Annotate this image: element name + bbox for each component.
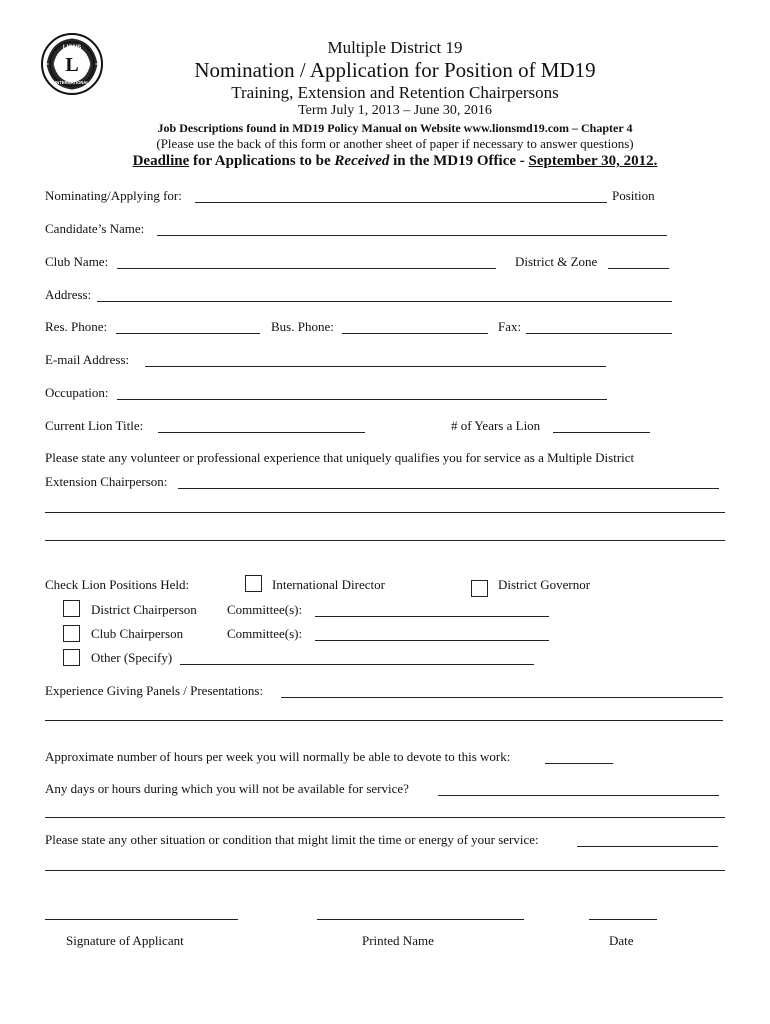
club-committees-label: Committee(s): xyxy=(227,626,303,641)
phone-row xyxy=(45,319,725,339)
signature-line[interactable] xyxy=(45,919,238,920)
address-row xyxy=(45,287,725,307)
bus-phone-label: Bus. Phone: xyxy=(271,319,334,334)
years-lion-label: # of Years a Lion xyxy=(451,418,541,433)
unavailable-field[interactable] xyxy=(438,795,719,796)
logo-letter: L xyxy=(65,54,79,76)
deadline-office: in the MD19 Office - xyxy=(389,153,529,169)
candidate-label: Candidate’s Name: xyxy=(45,221,145,236)
hours-label: Approximate number of hours per week you will normally be able to devote to this work: xyxy=(45,749,511,764)
extension-chair-label: Extension Chairperson: xyxy=(45,474,168,489)
deadline-mid: for Applications to be xyxy=(189,153,335,169)
res-phone-label: Res. Phone: xyxy=(45,319,108,334)
occupation-field[interactable] xyxy=(117,399,607,400)
date-label: Date xyxy=(609,933,634,948)
panels-field[interactable] xyxy=(281,697,723,698)
email-label: E-mail Address: xyxy=(45,352,130,367)
panels-line-2[interactable] xyxy=(45,720,723,721)
district-zone-field[interactable] xyxy=(608,268,669,269)
district-chair-row xyxy=(45,602,725,622)
experience-line-1[interactable] xyxy=(45,512,725,513)
positions-heading: Check Lion Positions Held: xyxy=(45,577,190,592)
club-chair-label: Club Chairperson xyxy=(91,626,184,641)
other-situation-line-2[interactable] xyxy=(45,870,725,871)
nominating-field[interactable] xyxy=(195,202,607,203)
deadline-date: September 30, 2012. xyxy=(528,153,658,169)
form-title: Nomination / Application for Position of MD19 xyxy=(194,58,596,82)
form-subtitle: Training, Extension and Retention Chairpersons xyxy=(231,83,559,102)
unavailable-row xyxy=(45,781,725,801)
date-line[interactable] xyxy=(589,919,657,920)
other-situation-row xyxy=(45,832,725,852)
extension-chair-field[interactable] xyxy=(178,488,719,489)
district-chair-label: District Chairperson xyxy=(91,602,197,617)
deadline-notice xyxy=(10,153,770,170)
fax-field[interactable] xyxy=(526,333,672,334)
email-field[interactable] xyxy=(145,366,606,367)
club-committees-field[interactable] xyxy=(315,640,549,641)
email-row xyxy=(45,352,725,372)
other-label: Other (Specify) xyxy=(91,650,173,665)
address-label: Address: xyxy=(45,287,92,302)
experience-prompt: Please state any volunteer or professional experience that uniquely qualifies you for service as a Multiple District xyxy=(45,450,635,465)
other-row xyxy=(45,650,725,670)
logo-bottom-text: INTERNATIONAL xyxy=(55,80,89,85)
candidate-name-field[interactable] xyxy=(157,235,667,236)
district-governor-label: District Governor xyxy=(498,577,591,592)
district-governor-checkbox[interactable] xyxy=(471,580,488,597)
address-field[interactable] xyxy=(97,301,672,302)
logo-top-text: LIONS xyxy=(62,45,82,51)
club-name-field[interactable] xyxy=(117,268,496,269)
fax-label: Fax: xyxy=(498,319,522,334)
panels-label: Experience Giving Panels / Presentations: xyxy=(45,683,264,698)
occupation-label: Occupation: xyxy=(45,385,109,400)
district-heading: Multiple District 19 xyxy=(327,38,463,57)
international-director-label: International Director xyxy=(272,577,385,592)
panels-row xyxy=(45,683,725,703)
district-committees-label: Committee(s): xyxy=(227,602,303,617)
unavailable-label: Any days or hours during which you will not be available for service? xyxy=(45,781,409,796)
candidate-row xyxy=(45,221,725,241)
extension-chair-row xyxy=(45,474,725,494)
nominating-label: Nominating/Applying for: xyxy=(45,188,182,203)
hours-field[interactable] xyxy=(545,763,613,764)
international-director-checkbox[interactable] xyxy=(245,575,262,592)
nominating-row xyxy=(45,188,725,208)
position-label: Position xyxy=(612,188,655,203)
printed-name-label: Printed Name xyxy=(362,933,434,948)
occupation-row xyxy=(45,385,725,405)
bus-phone-field[interactable] xyxy=(342,333,488,334)
hours-row xyxy=(45,749,725,769)
signature-label: Signature of Applicant xyxy=(66,933,184,948)
experience-prompt-row xyxy=(45,450,725,470)
deadline-word: Deadline xyxy=(132,153,190,169)
job-descriptions-note: Job Descriptions found in MD19 Policy Manual on Website www.lionsmd19.com – Chapter 4 xyxy=(157,121,633,135)
district-committees-field[interactable] xyxy=(315,616,549,617)
current-title-label: Current Lion Title: xyxy=(45,418,144,433)
lion-title-row xyxy=(45,418,725,438)
term-dates: Term July 1, 2013 – June 30, 2016 xyxy=(298,103,492,118)
current-title-field[interactable] xyxy=(158,432,365,433)
other-specify-field[interactable] xyxy=(180,664,534,665)
other-situation-label: Please state any other situation or condition that might limit the time or energy of your service: xyxy=(45,832,539,847)
club-row xyxy=(45,254,725,274)
res-phone-field[interactable] xyxy=(116,333,260,334)
other-situation-field[interactable] xyxy=(577,846,718,847)
club-chair-row xyxy=(45,626,725,646)
printed-name-line[interactable] xyxy=(317,919,524,920)
experience-line-2[interactable] xyxy=(45,540,725,541)
deadline-received: Received xyxy=(334,153,390,169)
district-zone-label: District & Zone xyxy=(515,254,598,269)
years-lion-field[interactable] xyxy=(553,432,650,433)
unavailable-line-2[interactable] xyxy=(45,817,725,818)
positions-heading-row xyxy=(45,577,725,597)
back-of-form-note: (Please use the back of this form or another sheet of paper if necessary to answer questions) xyxy=(156,136,634,151)
club-label: Club Name: xyxy=(45,254,109,269)
